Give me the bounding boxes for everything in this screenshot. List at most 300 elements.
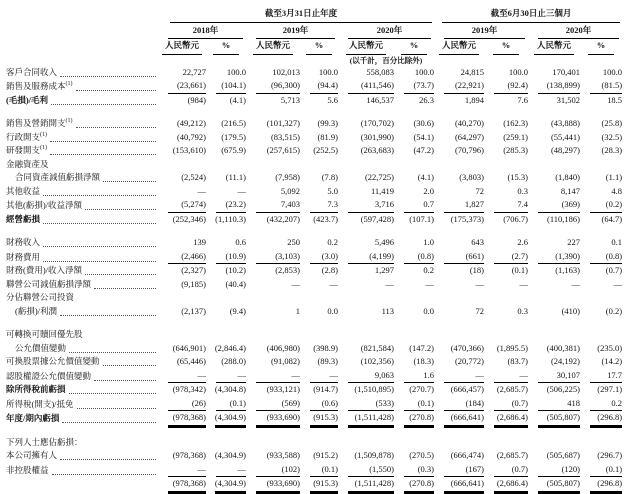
dot-leader [43, 195, 156, 196]
pct-cell: (2.8) [321, 265, 338, 275]
dot-leader [103, 181, 156, 182]
pct-cell: 0.3 [517, 185, 529, 196]
value-cell [434, 158, 484, 172]
pct-cell: 0.2 [580, 397, 622, 412]
value-cell: (65,446) [176, 356, 206, 366]
pct-cell: — [329, 278, 338, 289]
value-cell: (505,687) [546, 450, 581, 460]
table-header [6, 7, 622, 66]
pct-cell: (94.4) [300, 79, 338, 94]
value-cell: (369) [528, 198, 580, 213]
pct-cell: (4,304.9) [214, 450, 246, 460]
year-header-2018: 2018年 [158, 23, 246, 40]
pct-cell: 0.7 [394, 198, 434, 213]
row-label: 非控股權益 [6, 463, 158, 478]
pct-cell: (30.6) [413, 118, 435, 128]
dot-leader [77, 408, 156, 409]
value-cell: (40,792) [176, 131, 206, 142]
row-label: 客戶合同收入 [6, 66, 158, 80]
value-cell: — [158, 463, 206, 478]
value-cell [338, 436, 394, 450]
pct-cell: 100.0 [508, 66, 529, 77]
value-cell: (2,524) [181, 172, 206, 182]
value-cell: (470,366) [450, 342, 485, 353]
value-cell: (506,225) [546, 384, 581, 394]
value-cell: 1 [295, 305, 300, 316]
value-cell: 31,502 [556, 94, 581, 105]
value-cell: (406,980) [266, 342, 300, 353]
value-cell: (110,186) [547, 213, 581, 224]
pct-cell: (915.3) [300, 411, 338, 426]
pct-cell: (1,895.5) [496, 342, 529, 353]
value-cell: (1,511,428) [338, 411, 394, 426]
pct-cell [206, 291, 246, 305]
value-cell: (3,803) [459, 172, 485, 182]
pct-cell: (259.1) [503, 131, 529, 142]
value-cell: — [571, 278, 581, 289]
row-label: 經營虧損 [6, 213, 158, 227]
value-cell: (821,584) [360, 342, 394, 353]
value-cell: (96,300) [246, 79, 300, 94]
value-cell: (505,807) [528, 477, 580, 492]
value-cell: (49,212) [176, 118, 206, 128]
value-cell [528, 436, 580, 450]
value-cell: 5,496 [374, 237, 394, 247]
value-cell: (55,441) [550, 131, 581, 142]
row-label: 公允價值變動 [6, 342, 158, 356]
value-cell: 643 [471, 237, 485, 247]
pct-cell: 0.2 [327, 237, 338, 247]
value-cell: (411,546) [338, 79, 394, 94]
value-cell: 9,063 [338, 369, 394, 384]
value-cell: (2,853) [275, 265, 300, 275]
pct-cell [484, 436, 528, 450]
value-cell [158, 291, 206, 305]
pct-cell: 26.3 [419, 94, 435, 105]
value-cell: (505,807) [528, 411, 580, 426]
pct-cell: (28.3) [601, 145, 623, 155]
pct-cell: (270.5) [409, 450, 435, 460]
value-cell: (102,356) [360, 356, 394, 366]
value-cell: (48,297) [550, 145, 581, 155]
pct-cell: (4,304.9) [206, 477, 246, 492]
value-cell: (978,368) [172, 450, 206, 460]
pct-cell: (2,685.7) [496, 384, 529, 394]
pct-cell: 7.3 [300, 198, 338, 213]
value-cell: (597,428) [360, 213, 394, 224]
pct-cell: (23.2) [206, 198, 246, 213]
pct-cell: (147.2) [409, 342, 435, 353]
unit-header: 人民幣元 [338, 39, 394, 55]
pct-cell: (0.7) [484, 397, 528, 412]
value-cell: (22,725) [364, 172, 394, 182]
value-cell: (301,990) [360, 131, 394, 142]
pct-cell [206, 328, 246, 342]
value-cell: (1,511,428) [338, 477, 394, 492]
dot-leader [85, 209, 156, 210]
pct-cell: (0.7) [605, 265, 623, 275]
value-cell: (18) [469, 265, 485, 275]
pct-cell: 17.7 [580, 369, 622, 384]
pct-cell: 100.0 [318, 66, 338, 77]
value-cell: (1,510,895) [354, 384, 394, 394]
value-cell: (170,702) [360, 118, 394, 128]
unit-header: 人民幣元 [246, 39, 300, 55]
pct-cell [394, 158, 434, 172]
value-cell: 227 [567, 237, 581, 247]
value-cell: (978,342) [172, 384, 206, 394]
pct-cell [300, 291, 338, 305]
row-label: 可換股票據公允價值變動 [6, 355, 158, 369]
pct-cell: 2.0 [423, 185, 435, 196]
year-header-q2019: 2019年 [434, 23, 528, 40]
value-cell: (2,466) [158, 250, 206, 265]
pct-cell [300, 158, 338, 172]
pct-cell: 7.4 [484, 198, 528, 213]
pct-cell: (423.7) [313, 213, 338, 224]
row-label: 下列人士應佔虧損： [6, 436, 83, 447]
pct-cell: (0.1) [511, 265, 529, 275]
dot-leader [69, 393, 156, 394]
pct-cell: (252.5) [313, 145, 338, 155]
pct-cell: (64.7) [601, 213, 623, 224]
value-cell: 8,147 [560, 185, 581, 196]
pct-cell: (0.6) [300, 397, 338, 412]
dot-leader [50, 141, 156, 142]
pct-cell [394, 291, 434, 305]
value-cell: (2,137) [181, 305, 206, 316]
value-cell: (666,474) [450, 450, 485, 460]
pct-cell: (4.1) [417, 172, 435, 182]
value-cell: (24,192) [550, 356, 581, 366]
dot-leader [69, 352, 156, 353]
pct-cell: (0.2) [580, 198, 622, 213]
pct-cell: — [484, 369, 528, 384]
pct-cell: 4.8 [611, 185, 623, 196]
pct-cell: 100.0 [414, 66, 435, 77]
row-label: 財務收入 [6, 236, 158, 250]
pct-cell: 7.6 [517, 94, 529, 105]
row-label: 財務費用 [6, 250, 158, 265]
value-cell: (5,274) [158, 198, 206, 213]
value-cell: (184) [434, 397, 484, 412]
row-label: 其他收益 [6, 185, 158, 199]
pct-cell: (4,304.9) [206, 411, 246, 426]
value-cell [434, 291, 484, 305]
value-cell: 1,827 [434, 198, 484, 213]
pct-cell: — [237, 185, 246, 196]
pct-cell: (18.3) [413, 356, 435, 366]
value-cell: (1,390) [528, 250, 580, 265]
value-cell: (26) [158, 397, 206, 412]
pct-cell: (216.5) [221, 118, 246, 128]
pct-cell: (54.1) [413, 131, 435, 142]
pct-cell: 2.6 [517, 237, 529, 247]
pct-cell [580, 328, 622, 342]
period-header-annual: 截至3月31日止年度 [158, 7, 434, 23]
pct-cell: (92.4) [484, 79, 528, 94]
unit-header: 人民幣元 [528, 39, 580, 55]
pct-cell: (14.2) [601, 356, 623, 366]
pct-cell [394, 436, 434, 450]
pct-cell: (0.8) [580, 250, 622, 265]
pct-cell: (0.1) [580, 463, 622, 478]
pct-cell [206, 436, 246, 450]
pct-cell: (47.2) [413, 145, 435, 155]
table-body [6, 66, 622, 492]
row-label: 合同資產減值虧損淨額 [6, 171, 158, 185]
row-label: 金融資產及 [6, 158, 49, 169]
value-cell: — [158, 369, 206, 384]
value-cell: 1,894 [464, 94, 485, 105]
value-cell [158, 436, 206, 450]
year-header-q2020: 2020年 [528, 23, 622, 40]
dot-leader [43, 261, 156, 262]
pct-cell: (73.7) [394, 79, 434, 94]
value-cell: 5,092 [280, 185, 300, 196]
value-cell [338, 328, 394, 342]
pct-cell: 0.0 [423, 305, 435, 316]
pct-header: % [300, 39, 338, 55]
row-label: 分佔聯營公司投資 [6, 292, 75, 302]
value-cell [338, 158, 394, 172]
dot-leader [60, 76, 156, 77]
value-cell: 5,713 [280, 94, 300, 105]
pct-cell [394, 328, 434, 342]
dot-leader [76, 90, 156, 91]
value-cell: (646,901) [172, 342, 206, 353]
value-cell [528, 158, 580, 172]
value-cell: 7,403 [246, 198, 300, 213]
value-cell: 72 [475, 185, 485, 196]
pct-cell: (10.9) [206, 250, 246, 265]
value-cell: (263,683) [360, 145, 394, 155]
pct-cell: (89.3) [317, 356, 338, 366]
value-cell [158, 328, 206, 342]
pct-cell: (915.2) [313, 450, 338, 460]
pct-cell: (25.8) [601, 118, 623, 128]
value-cell: (64,297) [454, 131, 485, 142]
value-cell: (400,381) [546, 342, 581, 353]
value-cell: (933,690) [246, 477, 300, 492]
value-cell: (569) [246, 397, 300, 412]
value-cell: — [246, 369, 300, 384]
value-cell: — [197, 185, 206, 196]
value-cell: 170,401 [552, 66, 581, 77]
pct-cell: (0.3) [394, 463, 434, 478]
spacer-row [6, 226, 622, 236]
pct-cell: (2.7) [484, 250, 528, 265]
value-cell: (40,270) [454, 118, 485, 128]
value-cell: (138,899) [528, 79, 580, 94]
value-cell: (933,121) [266, 384, 300, 394]
pct-cell: (270.8) [394, 477, 434, 492]
value-cell: (984) [187, 94, 206, 105]
pct-cell: — [206, 463, 246, 478]
value-cell: (101,327) [266, 118, 300, 128]
value-cell: (7,958) [275, 172, 300, 182]
value-cell: (666,457) [450, 384, 485, 394]
value-cell: (933,690) [246, 411, 300, 426]
value-cell [246, 291, 300, 305]
pct-cell: (675.9) [221, 145, 246, 155]
unit-note: (以千計，百分比除外) [349, 55, 423, 65]
pct-cell: (179.5) [221, 131, 246, 142]
financial-table [6, 7, 622, 492]
value-cell: — [475, 278, 485, 289]
pct-cell: — [300, 369, 338, 384]
row-label: (毛損)/毛利 [6, 94, 158, 108]
row-label: 其他(虧損)/收益淨額 [6, 198, 158, 213]
dot-leader [94, 288, 156, 289]
pct-cell: 0.2 [423, 265, 435, 275]
value-cell: 113 [381, 305, 394, 316]
pct-header: % [580, 39, 622, 55]
pct-cell: (0.1) [206, 397, 246, 412]
pct-cell: (296.8) [580, 477, 622, 492]
dot-leader [43, 246, 156, 247]
dot-leader [50, 154, 156, 155]
value-cell: (2,327) [181, 265, 206, 275]
pct-cell: (107.1) [409, 213, 435, 224]
value-cell [246, 328, 300, 342]
value-cell: 558,083 [366, 66, 394, 77]
pct-cell: (81.5) [580, 79, 622, 94]
value-cell: (102) [246, 463, 300, 478]
pct-cell: (3.0) [300, 250, 338, 265]
value-cell: (252,346) [172, 213, 206, 224]
pct-cell [484, 158, 528, 172]
pct-cell [300, 328, 338, 342]
value-cell: (4,199) [338, 250, 394, 265]
value-cell: (167) [434, 463, 484, 478]
value-cell: (175,373) [450, 213, 485, 224]
value-cell: (83,515) [270, 131, 300, 142]
value-cell: 22,727 [182, 66, 206, 77]
value-cell: (20,772) [454, 356, 485, 366]
pct-cell: 100.0 [226, 66, 246, 77]
dot-leader [51, 104, 156, 105]
pct-cell [484, 328, 528, 342]
pct-cell: 0.1 [611, 237, 623, 247]
row-label: 銷售及服務成本$^{(1)}$ [6, 79, 158, 94]
pct-cell: 5.0 [327, 185, 338, 196]
row-label: 所得稅(開支)/抵免 [6, 397, 158, 412]
pct-cell [206, 158, 246, 172]
pct-cell: (83.7) [507, 356, 529, 366]
value-cell: 102,013 [272, 66, 300, 77]
pct-cell: 0.3 [517, 305, 529, 316]
pct-cell: (4,304.8) [214, 384, 246, 394]
value-cell [434, 328, 484, 342]
row-label: 銷售及營銷開支$^{(1)}$ [6, 117, 158, 131]
pct-cell: 0.0 [327, 305, 338, 316]
pct-cell: (2,686.4) [484, 411, 528, 426]
row-label: 年度/期內虧損 [6, 411, 158, 426]
value-cell: (120) [528, 463, 580, 478]
value-cell: (933,588) [266, 450, 300, 460]
value-cell: (3,103) [246, 250, 300, 265]
value-cell: (666,641) [434, 411, 484, 426]
pct-cell: (1.1) [605, 172, 623, 182]
value-cell: (91,082) [270, 356, 300, 366]
pct-header: % [484, 39, 528, 55]
row-label: 行政開支$^{(1)}$ [6, 131, 158, 145]
value-cell [528, 291, 580, 305]
value-cell: 30,107 [528, 369, 580, 384]
value-cell: (9,185) [181, 278, 206, 289]
value-cell: (978,368) [158, 477, 206, 492]
pct-cell: (1,110.3) [215, 213, 246, 224]
pct-cell: (706.7) [503, 213, 529, 224]
value-cell: (666,641) [434, 477, 484, 492]
pct-cell [580, 291, 622, 305]
value-cell: (432,207) [266, 213, 300, 224]
value-cell: (1,840) [555, 172, 581, 182]
dot-leader [103, 365, 156, 366]
dot-leader [62, 422, 156, 423]
value-cell [246, 158, 300, 172]
value-cell: 24,815 [460, 66, 485, 77]
value-cell [528, 328, 580, 342]
pct-cell: (2,685.7) [496, 450, 529, 460]
value-cell: (533) [338, 397, 394, 412]
dot-leader [52, 474, 156, 475]
pct-cell: (81.9) [317, 131, 338, 142]
pct-cell: — [519, 278, 529, 289]
spacer-row [6, 107, 622, 117]
value-cell: 1,297 [374, 265, 394, 275]
dot-leader [94, 380, 156, 381]
pct-cell: 1.0 [423, 237, 435, 247]
pct-cell: (296.8) [580, 411, 622, 426]
pct-cell: — [613, 278, 623, 289]
pct-cell: (285.3) [503, 145, 529, 155]
pct-cell: (32.5) [601, 131, 623, 142]
value-cell: 418 [528, 397, 580, 412]
pct-header: % [394, 39, 434, 55]
pct-cell: (15.3) [507, 172, 529, 182]
pct-cell [300, 436, 338, 450]
value-cell: (43,888) [550, 118, 581, 128]
pct-cell: 18.5 [607, 94, 623, 105]
dot-leader [43, 223, 156, 224]
dot-leader [85, 274, 156, 275]
pct-cell: (270.7) [409, 384, 435, 394]
pct-cell: (99.3) [317, 118, 338, 128]
dot-leader [60, 459, 156, 460]
dot-leader [60, 315, 156, 316]
value-cell: (153,610) [172, 145, 206, 155]
pct-cell: (10.2) [225, 265, 246, 275]
value-cell: (22,921) [434, 79, 484, 94]
pct-cell: (914.7) [313, 384, 338, 394]
pct-cell: (0.8) [394, 250, 434, 265]
pct-cell: (288.0) [221, 356, 246, 366]
row-label: 聯營公司減值虧損淨額 [6, 278, 158, 292]
value-cell: 146,537 [366, 94, 394, 105]
unit-header: 人民幣元 [434, 39, 484, 55]
value-cell: (1,550) [338, 463, 394, 478]
value-cell [158, 158, 206, 172]
value-cell: (1,509,878) [354, 450, 394, 460]
period-header-quarterly: 截至6月30日止三個月 [434, 7, 622, 23]
pct-cell: (297.1) [597, 384, 623, 394]
pct-cell [580, 158, 622, 172]
pct-cell: (0.1) [394, 397, 434, 412]
pct-cell: (398.9) [313, 342, 338, 353]
pct-cell: (9.4) [229, 305, 246, 316]
